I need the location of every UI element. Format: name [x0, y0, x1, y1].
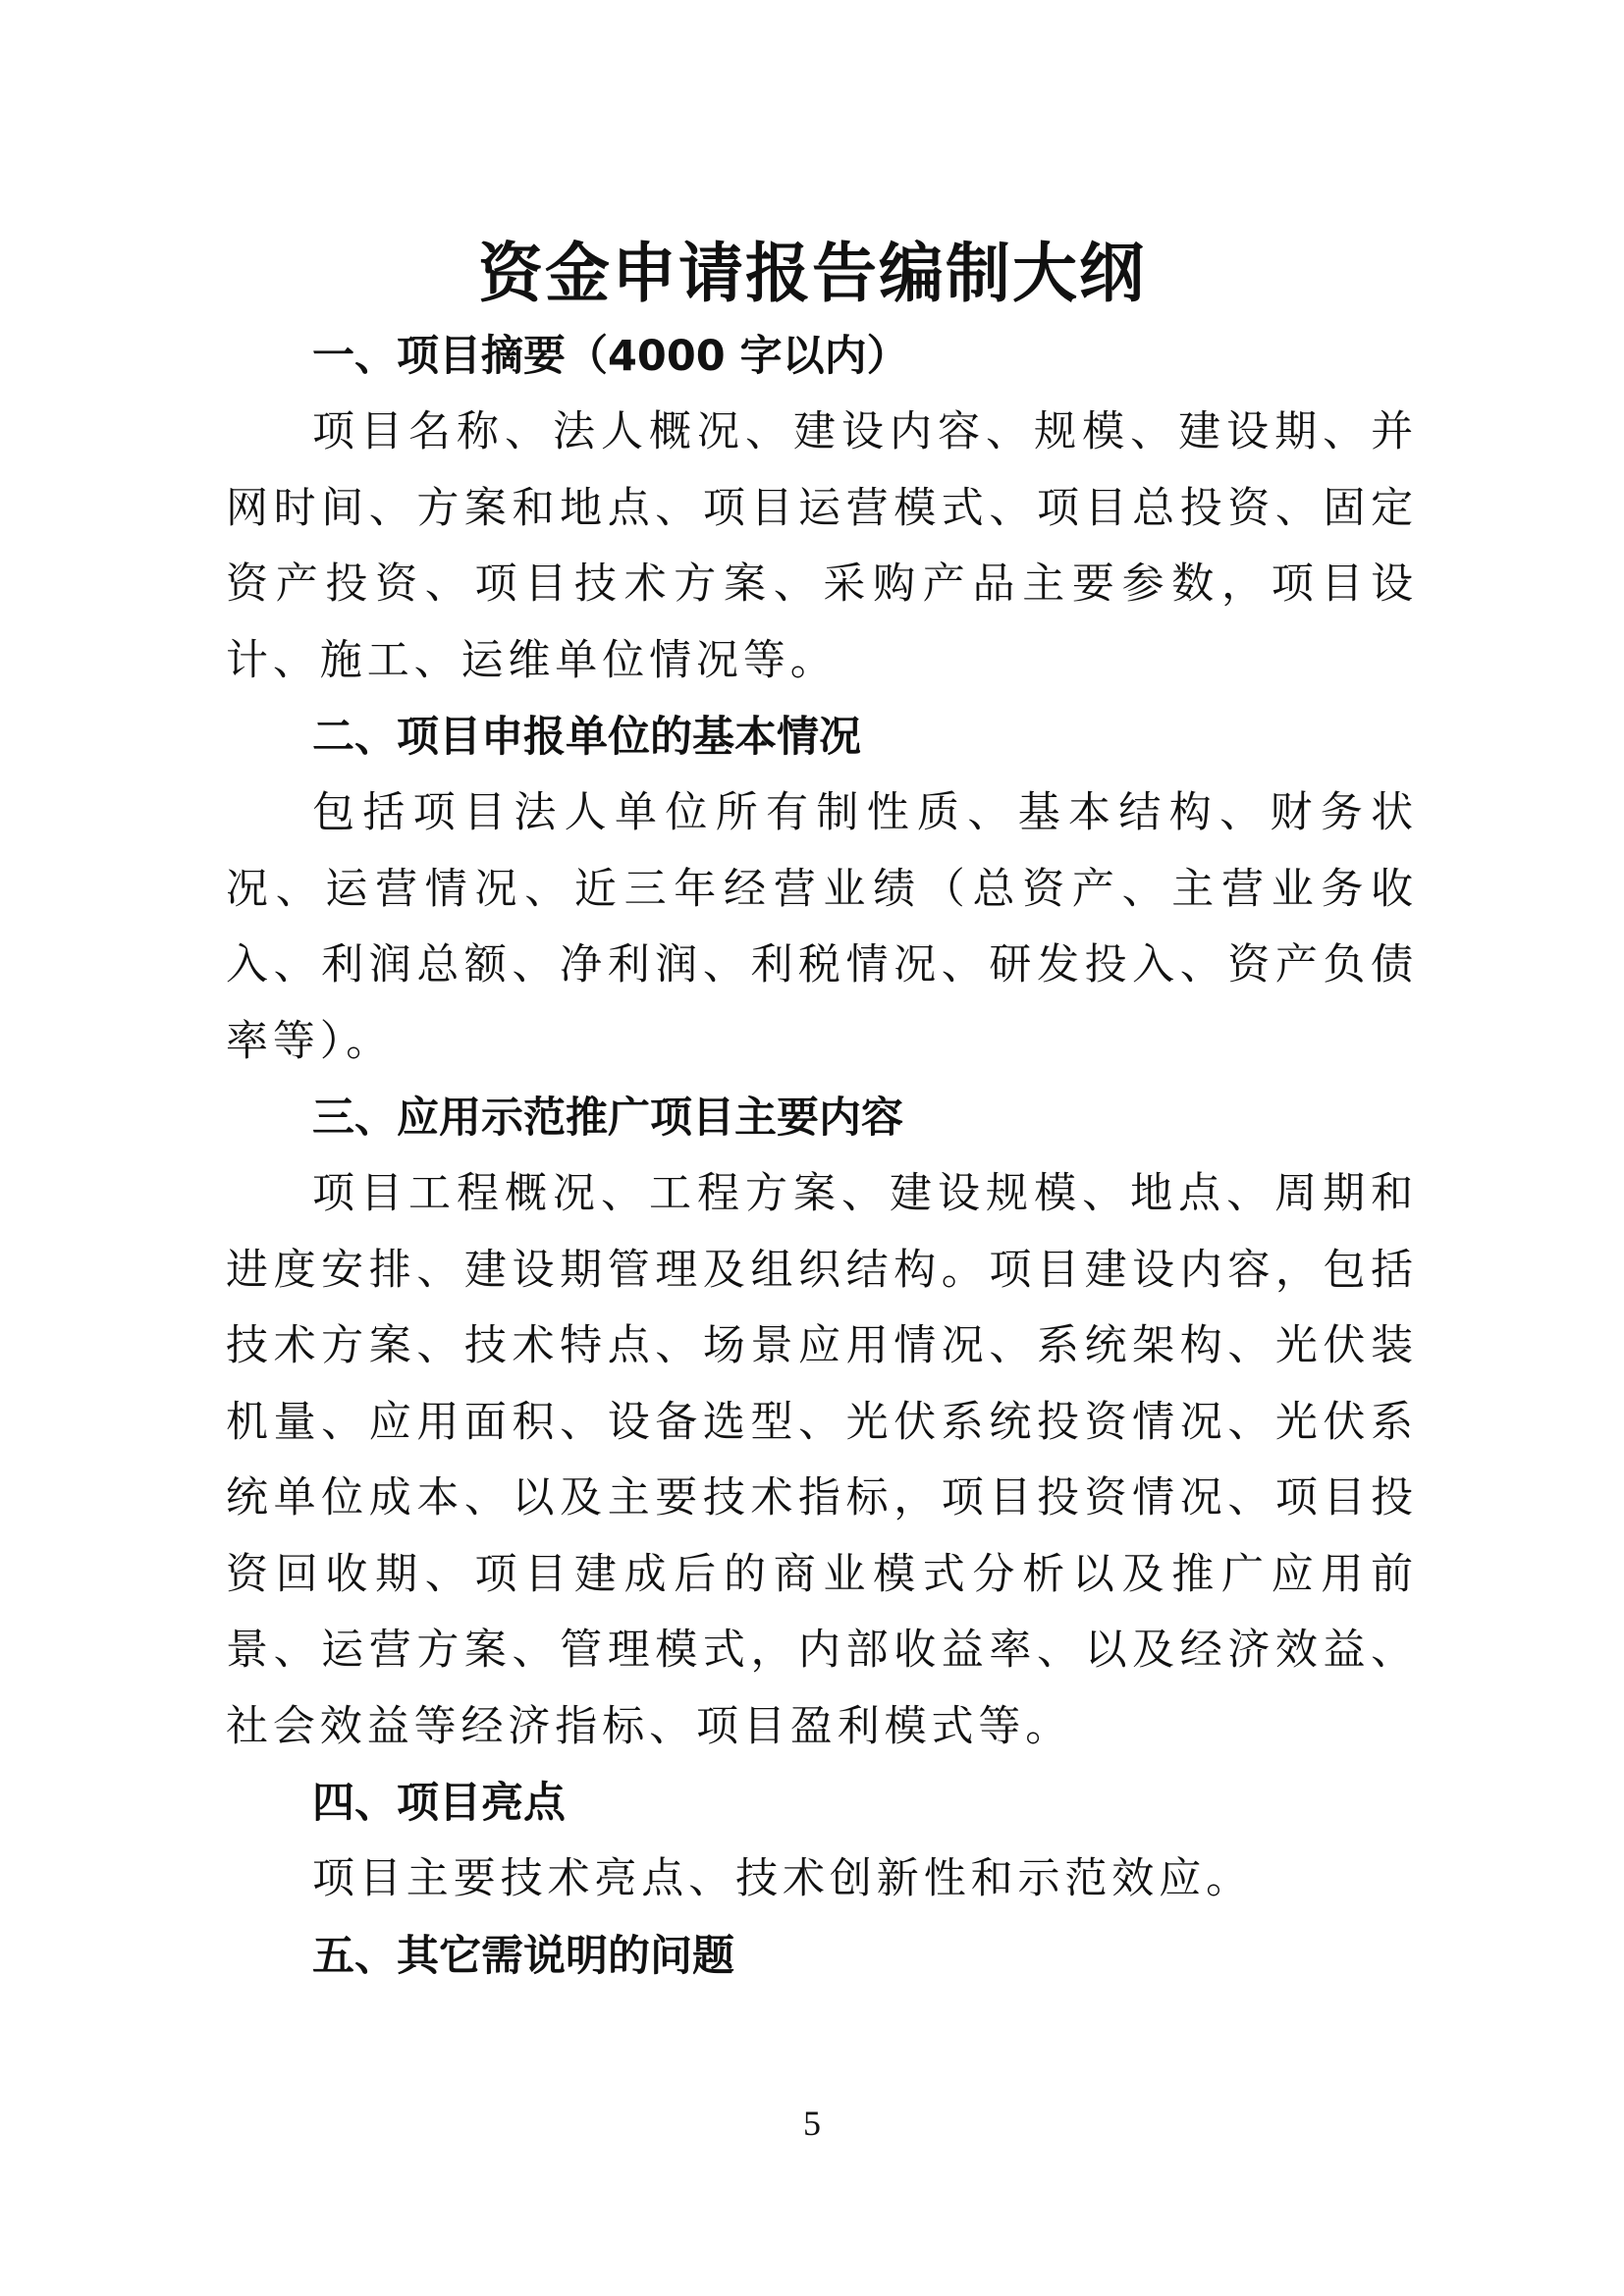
section-heading: 五、其它需说明的问题 — [312, 1931, 734, 1981]
section-heading: 二、项目申报单位的基本情况 — [312, 713, 861, 762]
section-paragraph: 包括项目法人单位所有制性质、基本结构、财务状况、运营情况、近三年经营业绩（总资产、主营业务收入、利润总额、净利润、利税情况、研发投入、资产负债率等）。 — [226, 788, 1418, 1066]
section-paragraph: 项目主要技术亮点、技术创新性和示范效应。 — [312, 1854, 1253, 1903]
section-highlights — [226, 1765, 1418, 1918]
section-other-issues — [226, 1918, 1418, 1995]
section-main-content — [226, 1080, 1418, 1765]
document-body — [226, 318, 1418, 1995]
section-heading: 三、应用示范推广项目主要内容 — [312, 1094, 903, 1143]
section-applicant-info — [226, 699, 1418, 1080]
document-title: 资金申请报告编制大纲 — [478, 235, 1146, 311]
page-number: 5 — [803, 2104, 821, 2143]
section-paragraph: 项目工程概况、工程方案、建设规模、地点、周期和进度安排、建设期管理及组织结构。项目建设内容，包括技术方案、技术特点、场景应用情况、系统架构、光伏装机量、应用面积、设备选型、光伏系统投资情况、光伏系统单位成本、以及主要技术指标，项目投资情况、项目投资回收期、项目建成后的商业模式分析以及推广应用前景、运营方案、管理模式，内部收益率、以及经济效益、社会效益等经济指标、项目盈利模式等。 — [226, 1169, 1418, 1751]
section-heading: 四、项目亮点 — [312, 1779, 566, 1828]
section-paragraph: 项目名称、法人概况、建设内容、规模、建设期、并网时间、方案和地点、项目运营模式、项目总投资、固定资产投资、项目技术方案、采购产品主要参数，项目设计、施工、运维单位情况等。 — [226, 407, 1418, 685]
section-project-summary — [226, 318, 1418, 699]
section-heading: 一、项目摘要（4000 字以内） — [312, 332, 909, 381]
